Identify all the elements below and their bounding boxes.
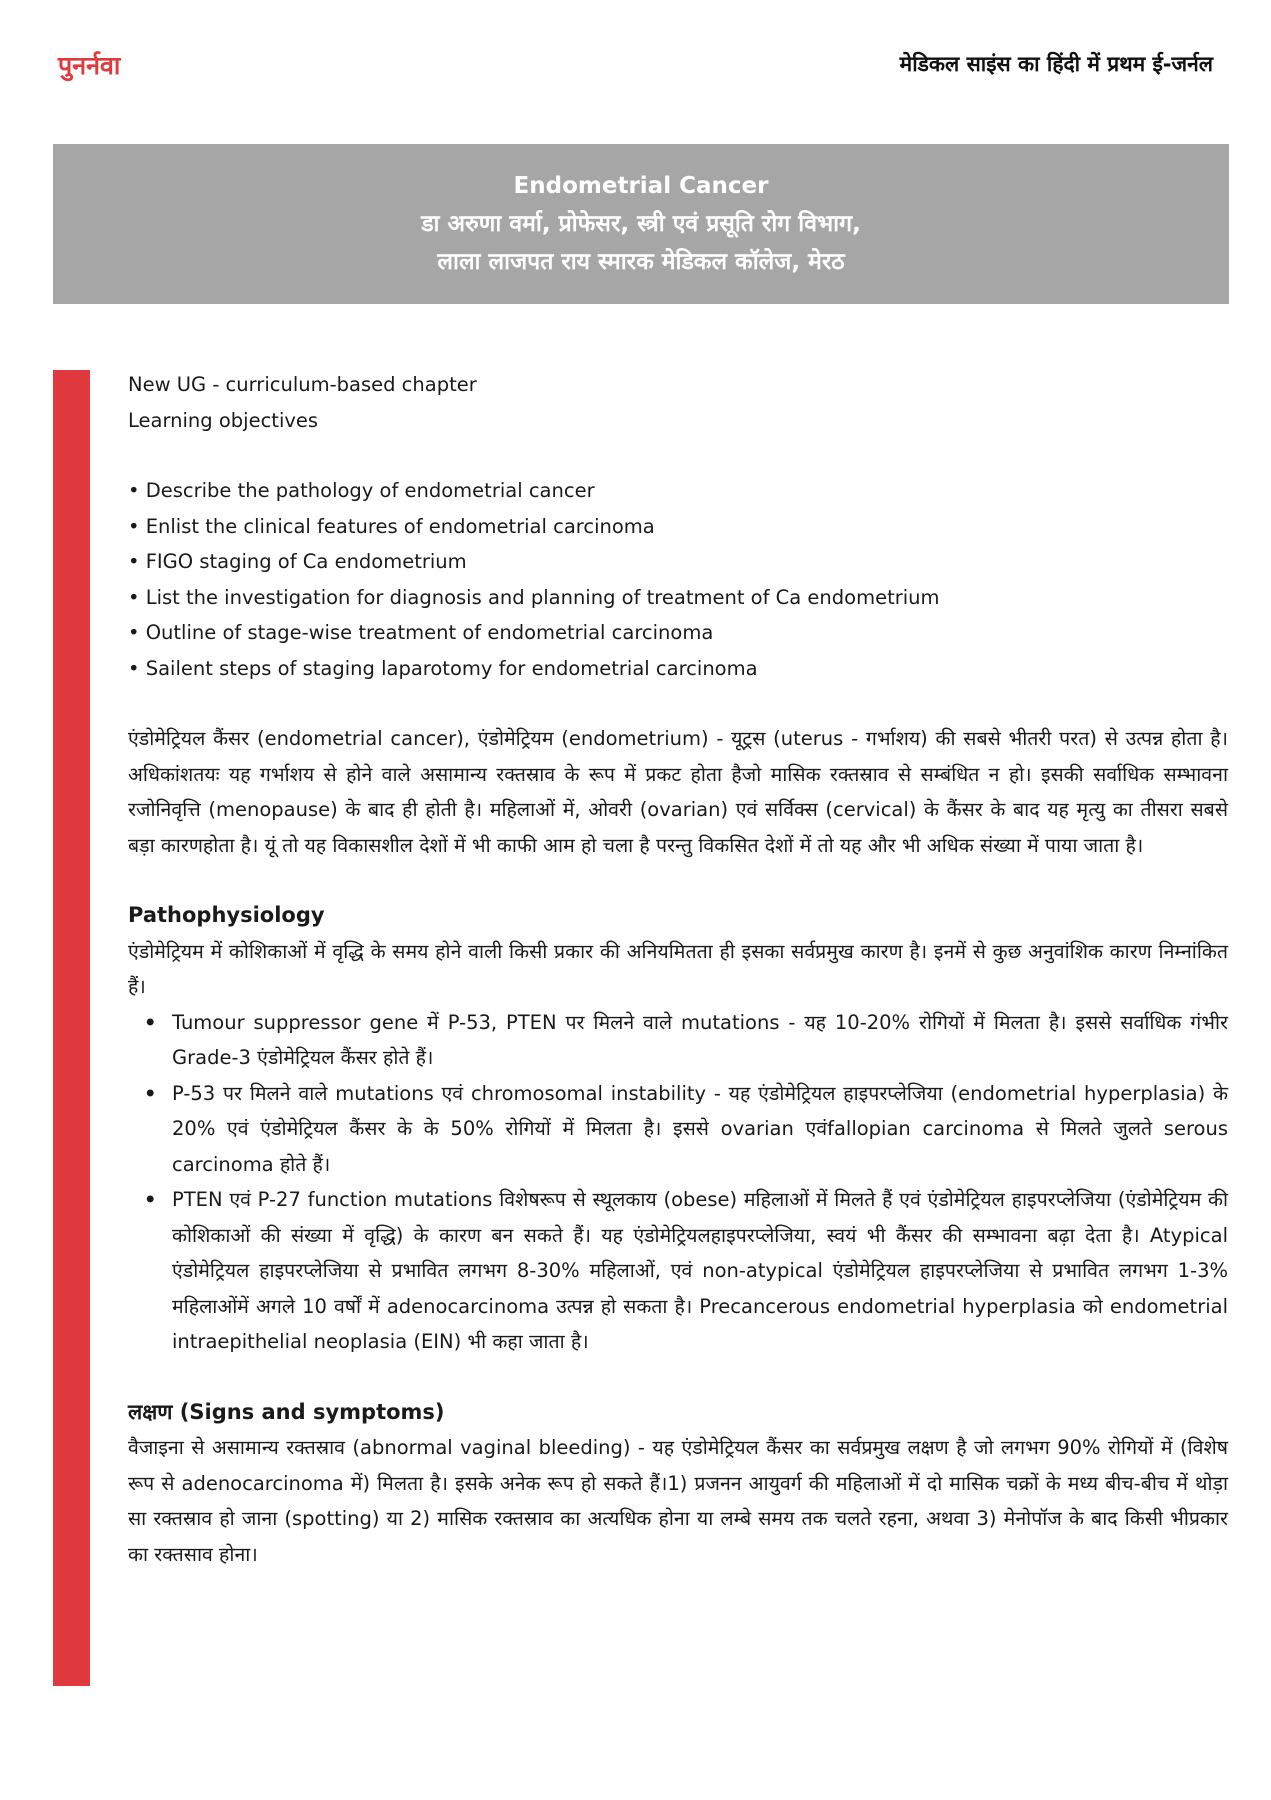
overview-paragraph: एंडोमेट्रियल कैंसर (endometrial cancer), एंडोमेट्रियम (endometrium) - यूट्रस (uterus - गर्भाशय) की सबसे भीतरी परत) से उत्पन्न होता है। अधिकांशतयः यह गर्भाशय से होने वाले असामान्य रक्तस्राव के रूप में प्रकट होता हैजो मासिक रक्तस्राव से सम्बंधित न हो। इसकी सर्वाधिक सम्भावना रजोनिवृत्ति (menopause) के बाद ही होती है। महिलाओं में, ओवरी (ovarian) एवं सर्विक्स (cervical) के कैंसर के बाद यह मृत्यु का तीसरा सबसे बड़ा कारणहोता है। यूं तो यह विकासशील देशों में भी काफी आम हो चला है परन्तु विकसित देशों में तो यह और भी अधिक संख्या में पाया जाता है।: [128, 727, 1228, 857]
pathophysiology-intro: एंडोमेट्रियम में कोशिकाओं में वृद्धि के समय होने वाली किसी प्रकार की अनियमितता ही इसका सर्वप्रमुख कारण है। इनमें से कुछ अनुवांशिक कारण निम्नांकित हैं।: [128, 939, 1228, 998]
title-banner: [53, 144, 1229, 304]
objective-item: • Enlist the clinical features of endometrial carcinoma: [128, 514, 655, 538]
journal-tagline: मेडिकल साइंस का हिंदी में प्रथम ई-जर्नल: [899, 52, 1213, 76]
objective-item: • Outline of stage-wise treatment of endometrial carcinoma: [128, 621, 714, 644]
spacer: [128, 863, 1228, 898]
journal-brand: पुनर्नवा: [58, 51, 121, 80]
accent-bar: [53, 370, 90, 1686]
spacer: [128, 686, 1228, 721]
objective-item: • FIGO staging of Ca endometrium: [128, 550, 467, 573]
objective-item: • Sailent steps of staging laparotomy for endometrial carcinoma: [128, 656, 758, 680]
chapter-type: New UG - curriculum-based chapter: [128, 373, 477, 396]
list-item: • P-53 पर मिलने वाले mutations एवं chromosomal instability - यह एंडोमेट्रियल हाइपरप्लेजिया (endometrial hyperplasia) के 20% एवं एंडोमेट्रियल कैंसर के के 50% रोगियों में मिलता है। इससे ovarian एवंfallopian carcinoma से मिलते जुलते serous carcinoma होते हैं।: [172, 1076, 1228, 1183]
article-body: [128, 367, 1228, 1572]
spacer: [128, 1360, 1228, 1395]
signs-heading: लक्षण (Signs and symptoms): [128, 1399, 445, 1424]
signs-paragraph: वैजाइना से असामान्य रक्तस्राव (abnormal vaginal bleeding) - यह एंडोमेट्रियल कैंसर का सर्वप्रमुख लक्षण है जो लगभग 90% रोगियों में (विशेष रूप से adenocarcinoma में) मिलता है। इसके अनेक रूप हो सकते हैं।1) प्रजनन आयुवर्ग की महिलाओं में दो मासिक चक्रों के मध्य बीच-बीच में थोड़ा सा रक्तस्राव हो जाना (spotting) या 2) मासिक रक्तस्राव का अत्यधिक होना या लम्बे समय तक चलते रहना, अथवा 3) मेनोपॉज के बाद किसी भीप्रकार का रक्तसाव होना।: [128, 1436, 1228, 1566]
list-item: • PTEN एवं P-27 function mutations विशेषरूप से स्थूलकाय (obese) महिलाओं में मिलते हैं एवं एंडोमेट्रियल हाइपरप्लेजिया (एंडोमेट्रियम की कोशिकाओं की संख्या में वृद्धि) के कारण बन सकते हैं। यह एंडोमेट्रियलहाइपरप्लेजिया, स्वयं भी कैंसर की सम्भावना बढ़ा देता है। Atypical एंडोमेट्रियल हाइपरप्लेजिया से प्रभावित लगभग 8-30% महिलाओं, एवं non-atypical एंडोमेट्रियल हाइपरप्लेजिया से प्रभावित लगभग 1-3% महिलाओंमें अगले 10 वर्षों में adenocarcinoma उत्पन्न हो सकता है। Precancerous endometrial hyperplasia को endometrial intraepithelial neoplasia (EIN) भी कहा जाता है।: [172, 1182, 1228, 1360]
list-item: • Tumour suppressor gene में P-53, PTEN पर मिलने वाले mutations - यह 10-20% रोगियों में मिलता है। इससे सर्वाधिक गंभीर Grade-3 एंडोमेट्रियल कैंसर होते हैं।: [172, 1005, 1228, 1076]
institution-line: लाला लाजपत राय स्मारक मेडिकल कॉलेज, मेरठ: [437, 249, 845, 275]
pathophysiology-list: [128, 1005, 1228, 1360]
objective-item: • List the investigation for diagnosis and planning of treatment of Ca endometrium: [128, 585, 940, 609]
article-title: Endometrial Cancer: [513, 173, 769, 199]
author-line: डा अरुणा वर्मा, प्रोफेसर, स्त्री एवं प्रसूति रोग विभाग,: [421, 211, 861, 237]
objective-item: • Describe the pathology of endometrial cancer: [128, 479, 595, 502]
pathophysiology-heading: Pathophysiology: [128, 903, 325, 927]
objectives-label: Learning objectives: [128, 408, 319, 432]
spacer: [128, 438, 1228, 473]
objectives-list: [128, 473, 1228, 686]
